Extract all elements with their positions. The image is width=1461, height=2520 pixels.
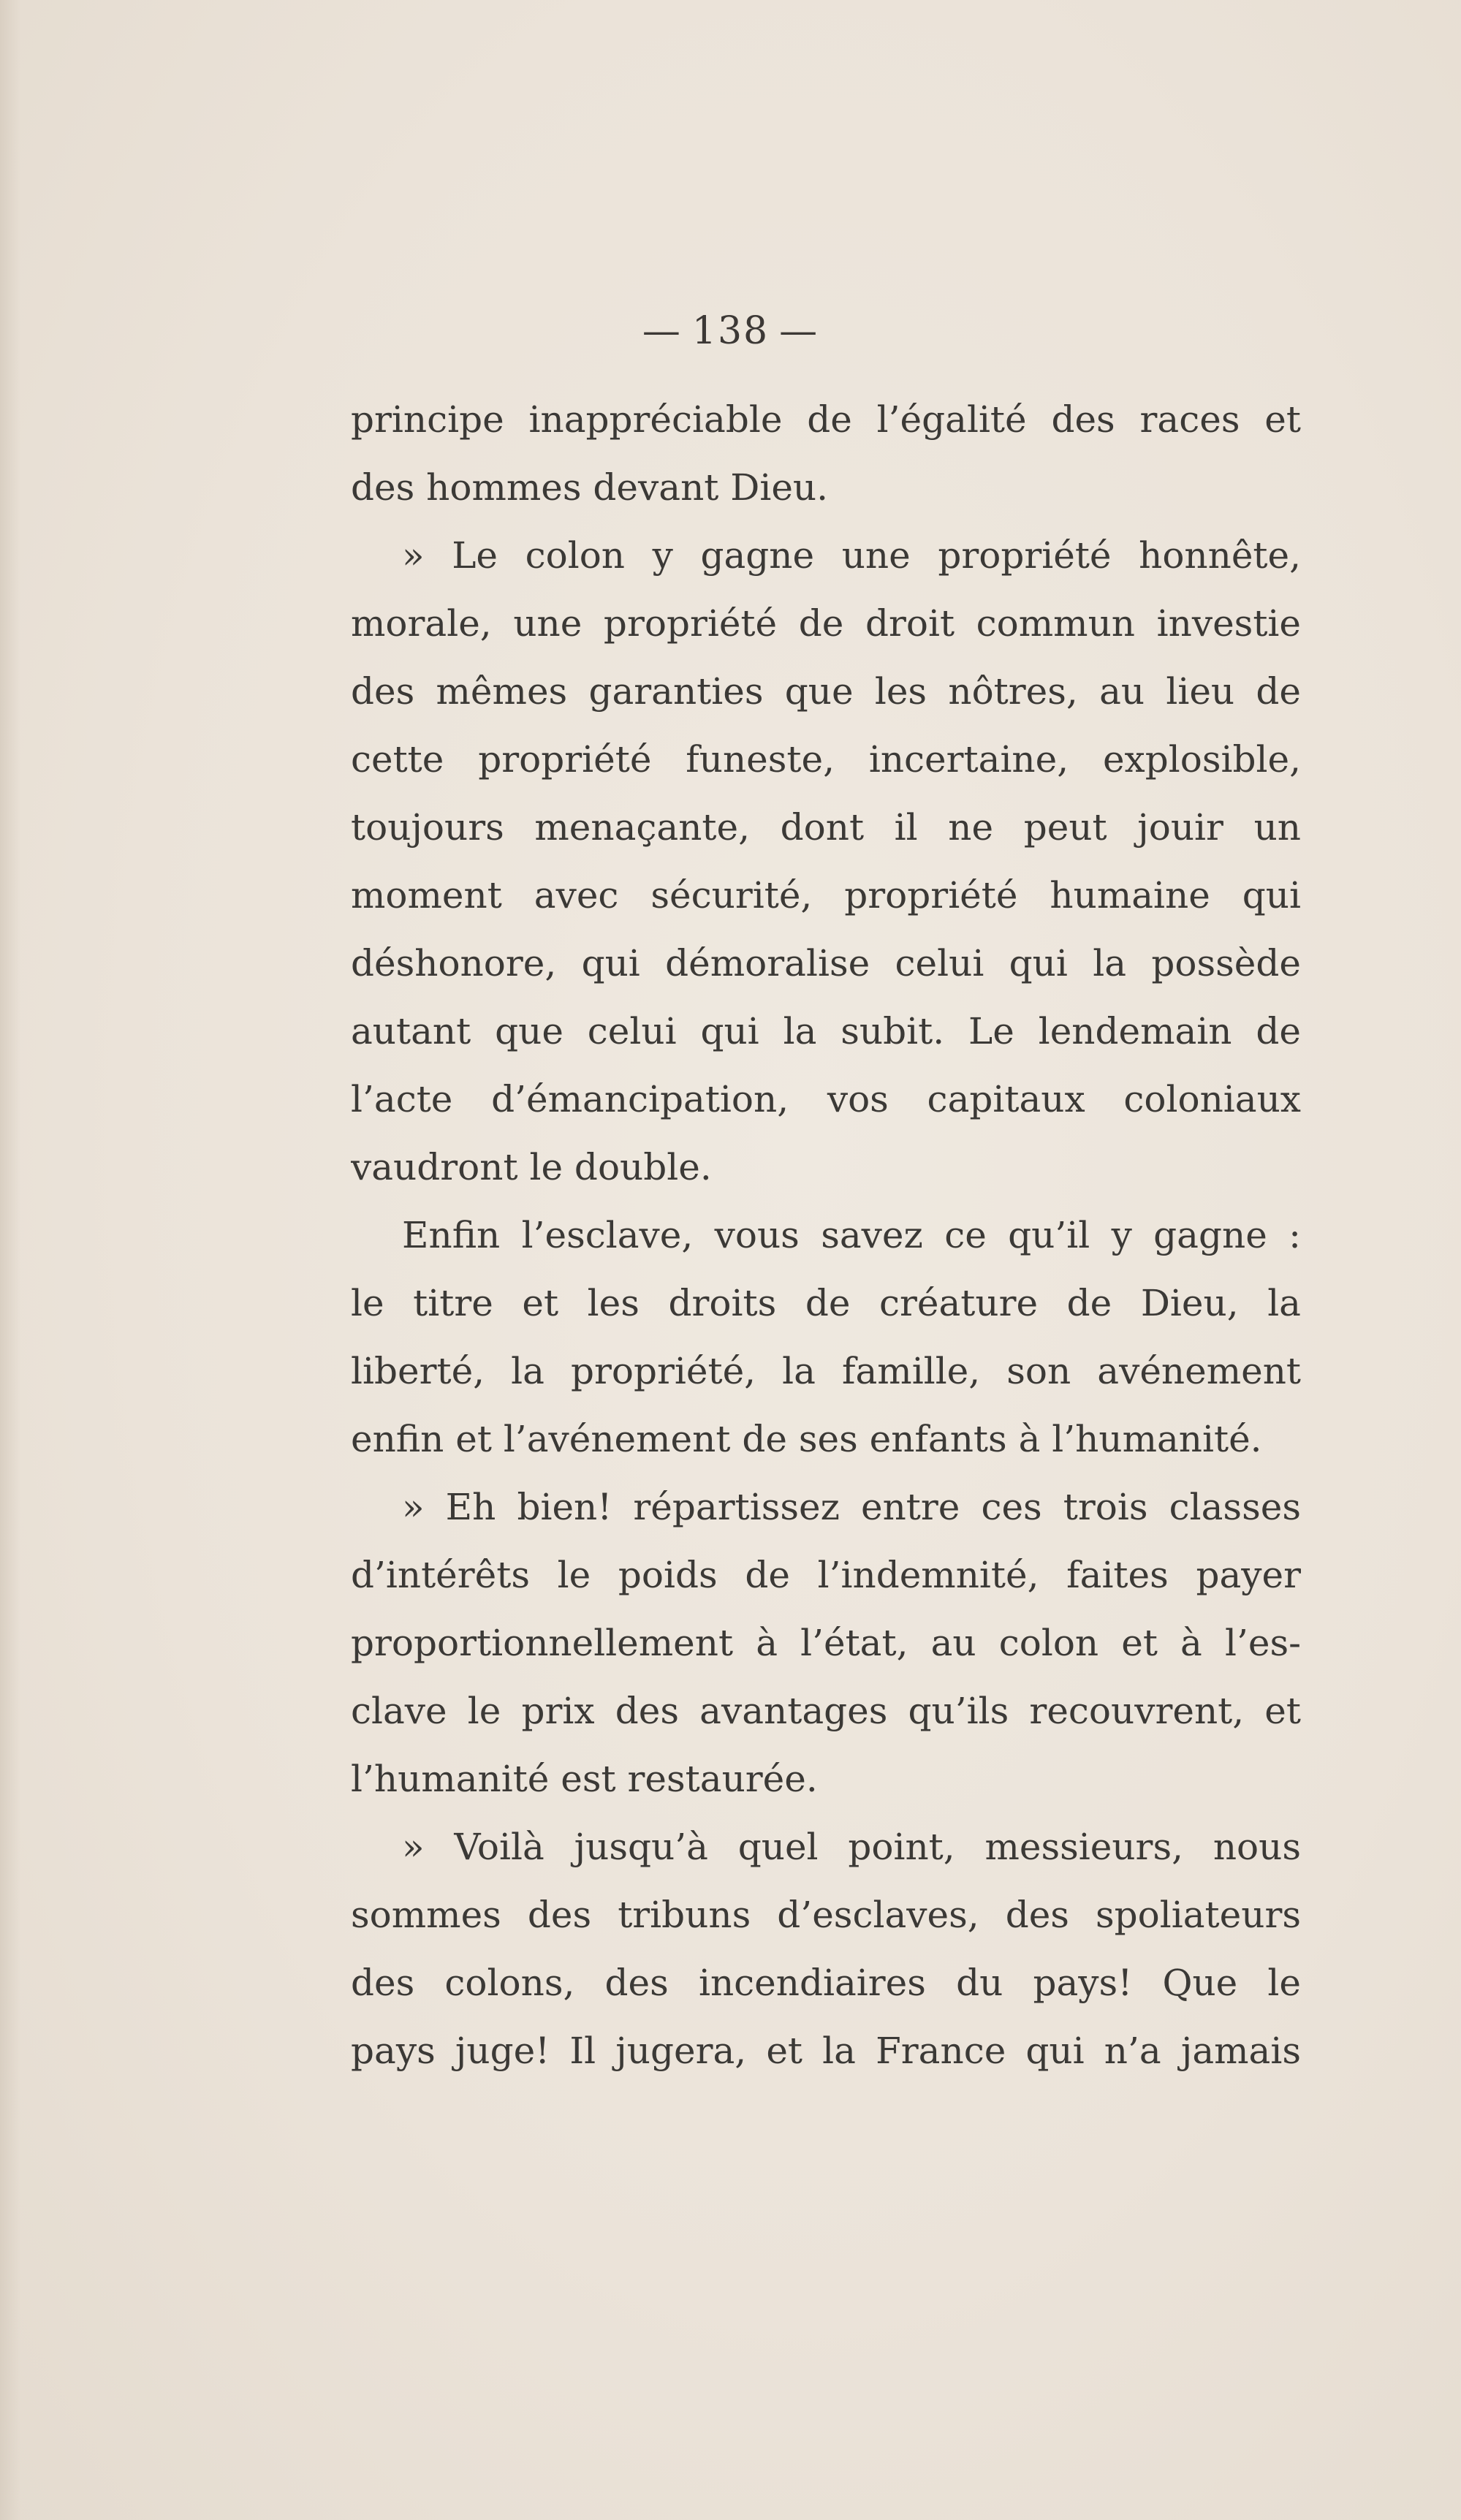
text-line: vaudront le double. bbox=[351, 1146, 712, 1188]
text-line: » Voilà jusqu’à quel point, messieurs, nous bbox=[402, 1826, 1301, 1868]
folio-dash-right: — bbox=[779, 309, 819, 353]
page-gutter-shadow bbox=[0, 0, 20, 2520]
text-line: toujours menaçante, dont il ne peut jouir un bbox=[351, 806, 1301, 849]
text-line: autant que celui qui la subit. Le lendemain de bbox=[351, 1010, 1301, 1052]
text-line: l’acte d’émancipation, vos capitaux coloniaux bbox=[351, 1078, 1301, 1120]
text-line: » Le colon y gagne une propriété honnête, bbox=[402, 534, 1301, 577]
text-line: principe inappréciable de l’égalité des races et bbox=[351, 398, 1301, 441]
text-line: morale, une propriété de droit commun investie bbox=[351, 602, 1301, 645]
text-line: cette propriété funeste, incertaine, explosible, bbox=[351, 738, 1301, 781]
page-number bbox=[0, 305, 1461, 357]
text-line: déshonore, qui démoralise celui qui la possède bbox=[351, 942, 1301, 984]
text-line: pays juge! Il jugera, et la France qui n’a jamais bbox=[351, 2030, 1301, 2072]
text-line: enfin et l’avénement de ses enfants à l’humanité. bbox=[351, 1418, 1262, 1460]
text-line: clave le prix des avantages qu’ils recouvrent, et bbox=[351, 1690, 1301, 1732]
text-line: sommes des tribuns d’esclaves, des spoliateurs bbox=[351, 1894, 1301, 1936]
text-line: le titre et les droits de créature de Dieu, la bbox=[351, 1282, 1301, 1324]
body-text bbox=[351, 386, 1301, 2085]
text-line: l’humanité est restaurée. bbox=[351, 1758, 818, 1800]
text-line: liberté, la propriété, la famille, son avénement bbox=[351, 1350, 1301, 1392]
text-line: des hommes devant Dieu. bbox=[351, 466, 829, 509]
folio-number: 138 bbox=[691, 309, 770, 353]
text-line: des mêmes garanties que les nôtres, au lieu de bbox=[351, 670, 1301, 713]
text-line: des colons, des incendiaires du pays! Que le bbox=[351, 1962, 1301, 2004]
text-line: d’intérêts le poids de l’indemnité, faites payer bbox=[351, 1554, 1301, 1596]
text-line: Enfin l’esclave, vous savez ce qu’il y gagne : bbox=[402, 1214, 1301, 1256]
folio-dash-left: — bbox=[642, 309, 682, 353]
text-line: » Eh bien! répartissez entre ces trois classes bbox=[402, 1486, 1301, 1528]
text-line: moment avec sécurité, propriété humaine qui bbox=[351, 874, 1301, 916]
text-line: proportionnellement à l’état, au colon et à l’es- bbox=[351, 1622, 1301, 1664]
